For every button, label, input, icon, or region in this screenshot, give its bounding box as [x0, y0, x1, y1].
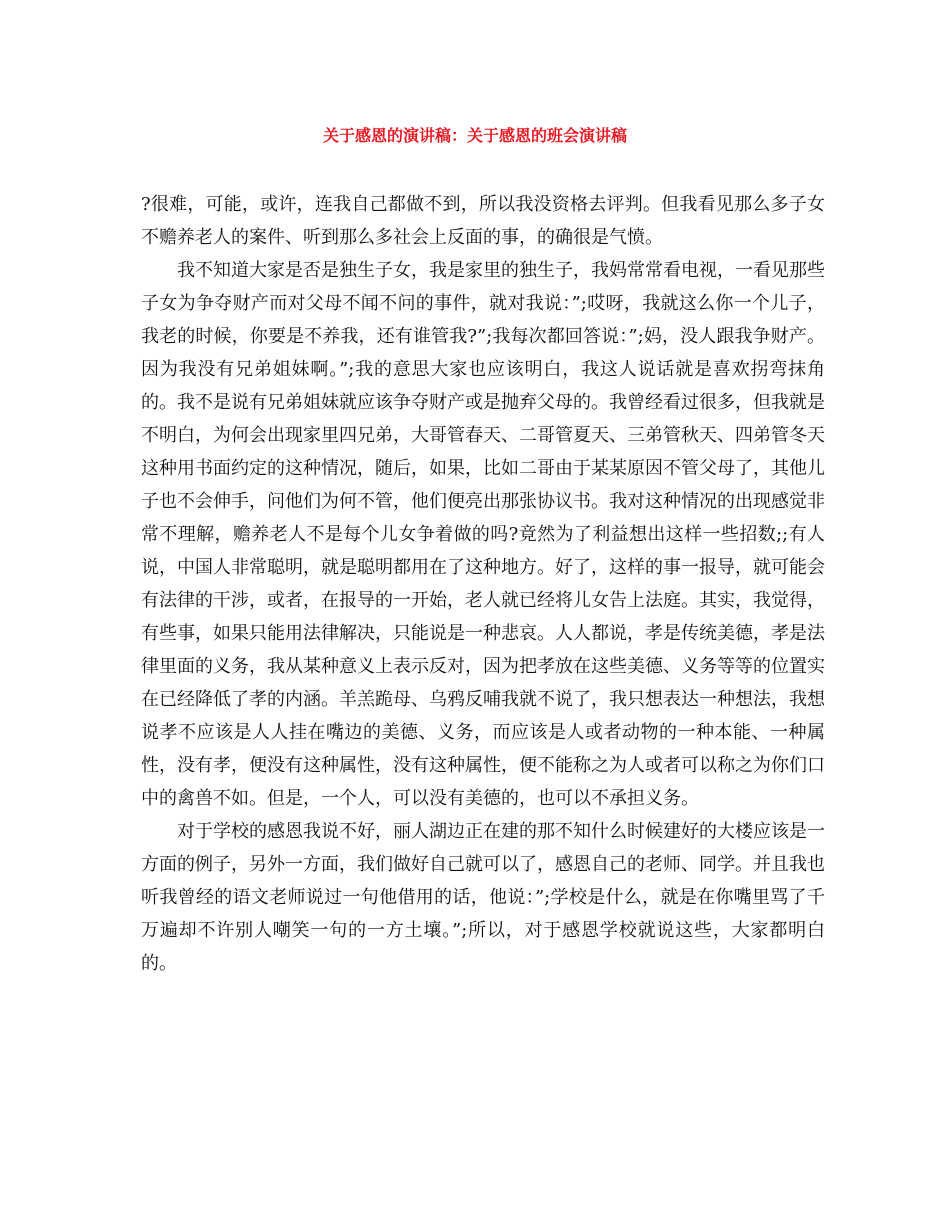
paragraph-2: 我不知道大家是否是独生子女，我是家里的独生子，我妈常常看电视，一看见那些子女为争夺财产而对父母不闻不问的事件，就对我说：”;哎呀，我就这么你一个儿子，我老的时候，你要是不养我，还有谁管我?”;我每次都回答说：”;妈，没人跟我争财产。因为我没有兄弟姐妹啊。”;我的意思大家也应该明白，我这人说话就是喜欢拐弯抹角的。我不是说有兄弟姐妹就应该争夺财产或是抛弃父母的。我曾经看过很多，但我就是不明白，为何会出现家里四兄弟，大哥管春天、二哥管夏天、三弟管秋天、四弟管冬天这种用书面约定的这种情况，随后，如果，比如二哥由于某某原因不管父母了，其他儿子也不会伸手，问他们为何不管，他们便亮出那张协议书。我对这种情况的出现感觉非常不理解，赡养老人不是每个儿女争着做的吗?竟然为了利益想出这样一些招数;;有人说，中国人非常聪明，就是聪明都用在了这种地方。好了，这样的事一报导，就可能会有法律的干涉，或者，在报导的一开始，老人就已经将儿女告上法庭。其实，我觉得，有些事，如果只能用法律解决，只能说是一种悲哀。人人都说，孝是传统美德，孝是法律里面的义务，我从某种意义上表示反对，因为把孝放在这些美德、义务等等的位置实在已经降低了孝的内涵。羊羔跪母、乌鸦反哺我就不说了，我只想表达一种想法，我想说孝不应该是人人挂在嘴边的美德、义务，而应该是人或者动物的一种本能、一种属性，没有孝，便没有这种属性，没有这种属性，便不能称之为人或者可以称之为你们口中的禽兽不如。但是，一个人，可以没有美德的，也可以不承担义务。: [141, 260, 825, 809]
page-title: 关于感恩的演讲稿：关于感恩的班会演讲稿: [322, 126, 627, 145]
paragraph-1: ?很难，可能，或许，连我自己都做不到，所以我没资格去评判。但我看见那么多子女不赡养老人的案件、听到那么多社会上反面的事，的确很是气愤。: [141, 194, 825, 248]
document-body: [141, 188, 825, 980]
paragraph-3: 对于学校的感恩我说不好，丽人湖边正在建的那不知什么时候建好的大楼应该是一方面的例子，另外一方面，我们做好自己就可以了，感恩自己的老师、同学。并且我也听我曾经的语文老师说过一句他借用的话，他说：”;学校是什么，就是在你嘴里骂了千万遍却不许别人嘲笑一句的一方土壤。”;所以，对于感恩学校就说这些，大家都明白的。: [141, 821, 825, 974]
